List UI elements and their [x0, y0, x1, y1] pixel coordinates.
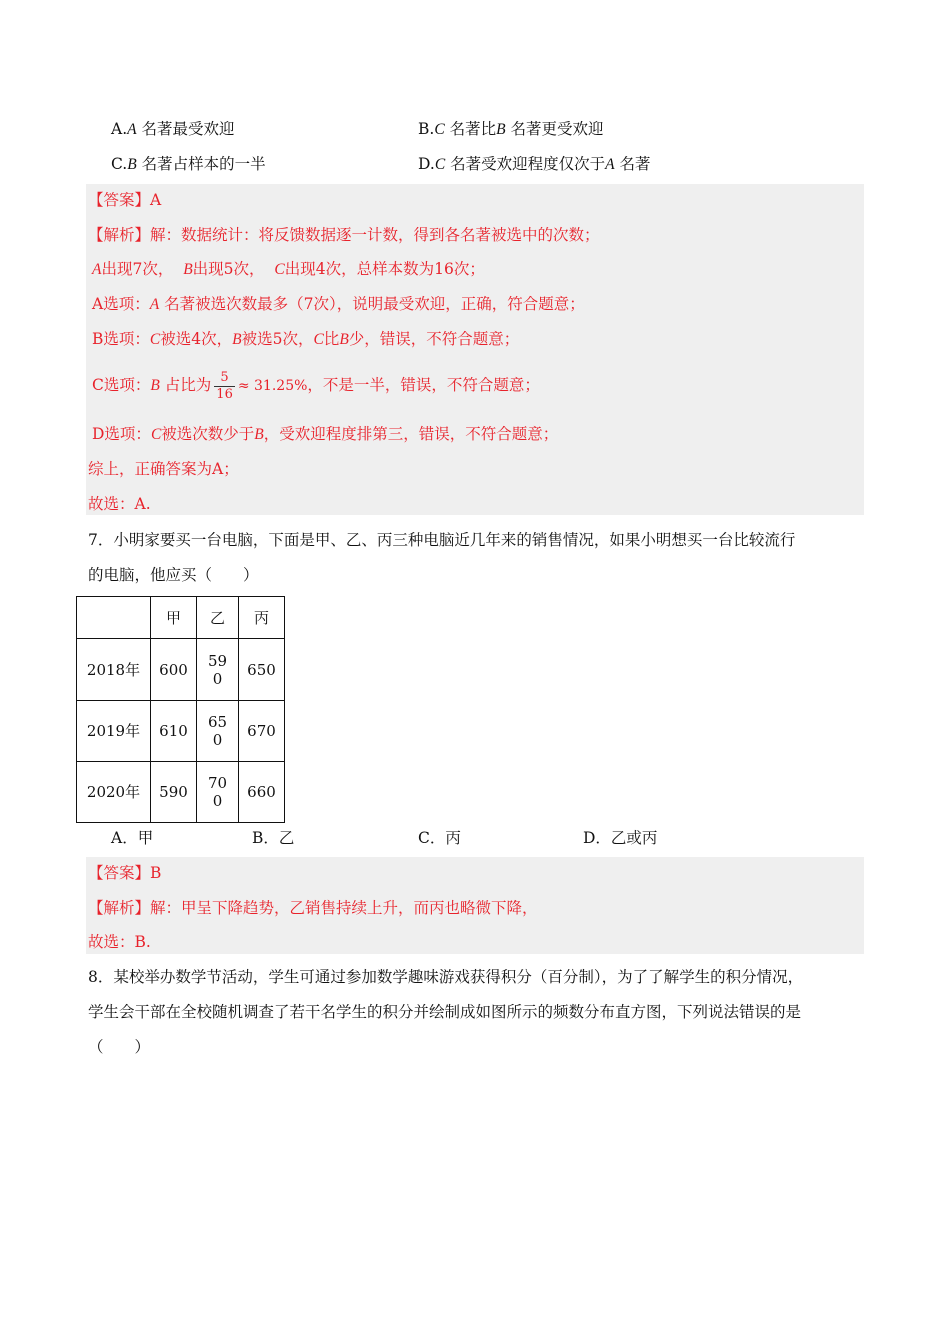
year-cell: 2018年	[77, 639, 151, 701]
year-cell: 2020年	[77, 762, 151, 823]
q6-counts: A出现7次， B出现5次， C出现4次，总样本数为16次；	[92, 260, 485, 278]
header-empty	[77, 597, 151, 639]
q8-stem-line3: （ ）	[88, 1038, 151, 1056]
jia-cell: 590	[151, 762, 197, 823]
bing-cell: 670	[239, 701, 285, 762]
q6-opt-d-analysis: D选项：C被选次数少于B，受欢迎程度排第三，错误，不符合题意；	[92, 425, 559, 443]
q6-option-d: D.C 名著受欢迎程度仅次于A 名著	[418, 155, 651, 173]
q6-opt-a-analysis: A选项：A 名著被选次数最多（7次），说明最受欢迎，正确，符合题意；	[92, 295, 585, 313]
sales-table	[76, 596, 285, 823]
year-cell: 2019年	[77, 701, 151, 762]
q8-stem-line1: 8．某校举办数学节活动，学生可通过参加数学趣味游戏获得积分（百分制），为了了解学生的积分情况，	[88, 968, 804, 986]
jia-cell: 600	[151, 639, 197, 701]
q7-analysis: 【解析】解：甲呈下降趋势，乙销售持续上升，而丙也略微下降，	[88, 899, 538, 917]
table-row	[77, 639, 285, 701]
yi-cell: 65 0	[197, 701, 239, 762]
table-header-row	[77, 597, 285, 639]
q6-option-b: B.C 名著比B 名著更受欢迎	[418, 120, 604, 138]
q6-conclusion: 故选：A.	[88, 495, 151, 513]
header-bing: 丙	[239, 597, 285, 639]
q6-summary: 综上，正确答案为A；	[88, 460, 239, 478]
q7-option-c: C．丙	[418, 829, 461, 847]
yi-cell: 59 0	[197, 639, 239, 701]
header-jia: 甲	[151, 597, 197, 639]
q7-stem-line2: 的电脑，他应买（ ）	[88, 566, 259, 584]
q7-option-b: B．乙	[252, 829, 295, 847]
q7-conclusion: 故选：B.	[88, 933, 151, 951]
q6-analysis-intro: 【解析】解：数据统计：将反馈数据逐一计数，得到各名著被选中的次数；	[88, 226, 600, 244]
bing-cell: 660	[239, 762, 285, 823]
header-yi: 乙	[197, 597, 239, 639]
table-row	[77, 762, 285, 823]
fraction: $\frac{5}{16}$	[216, 369, 233, 402]
q8-stem-line2: 学生会干部在全校随机调查了若干名学生的积分并绘制成如图所示的频数分布直方图，下列说法错误的是	[88, 1003, 802, 1021]
yi-cell: 70 0	[197, 762, 239, 823]
table-row	[77, 701, 285, 762]
bing-cell: 650	[239, 639, 285, 701]
q6-option-c: C.B 名著占样本的一半	[111, 155, 266, 173]
q7-option-d: D．乙或丙	[583, 829, 658, 847]
q6-opt-b-analysis: B选项：C被选4次，B被选5次，C比B少，错误，不符合题意；	[92, 330, 520, 348]
q6-option-a: A.A 名著最受欢迎	[111, 120, 235, 138]
jia-cell: 610	[151, 701, 197, 762]
q7-option-a: A．甲	[111, 829, 154, 847]
q7-answer: 【答案】B	[88, 864, 162, 882]
q6-opt-c-analysis: C选项：B 占比为 $\frac{5}{16}$ ≈ 31.25%，不是一半，错误，不符合题意；	[92, 369, 540, 402]
q7-stem-line1: 7．小明家要买一台电脑，下面是甲、乙、丙三种电脑近几年来的销售情况，如果小明想买一台比较流行	[88, 531, 796, 549]
q6-answer: 【答案】A	[88, 191, 162, 209]
